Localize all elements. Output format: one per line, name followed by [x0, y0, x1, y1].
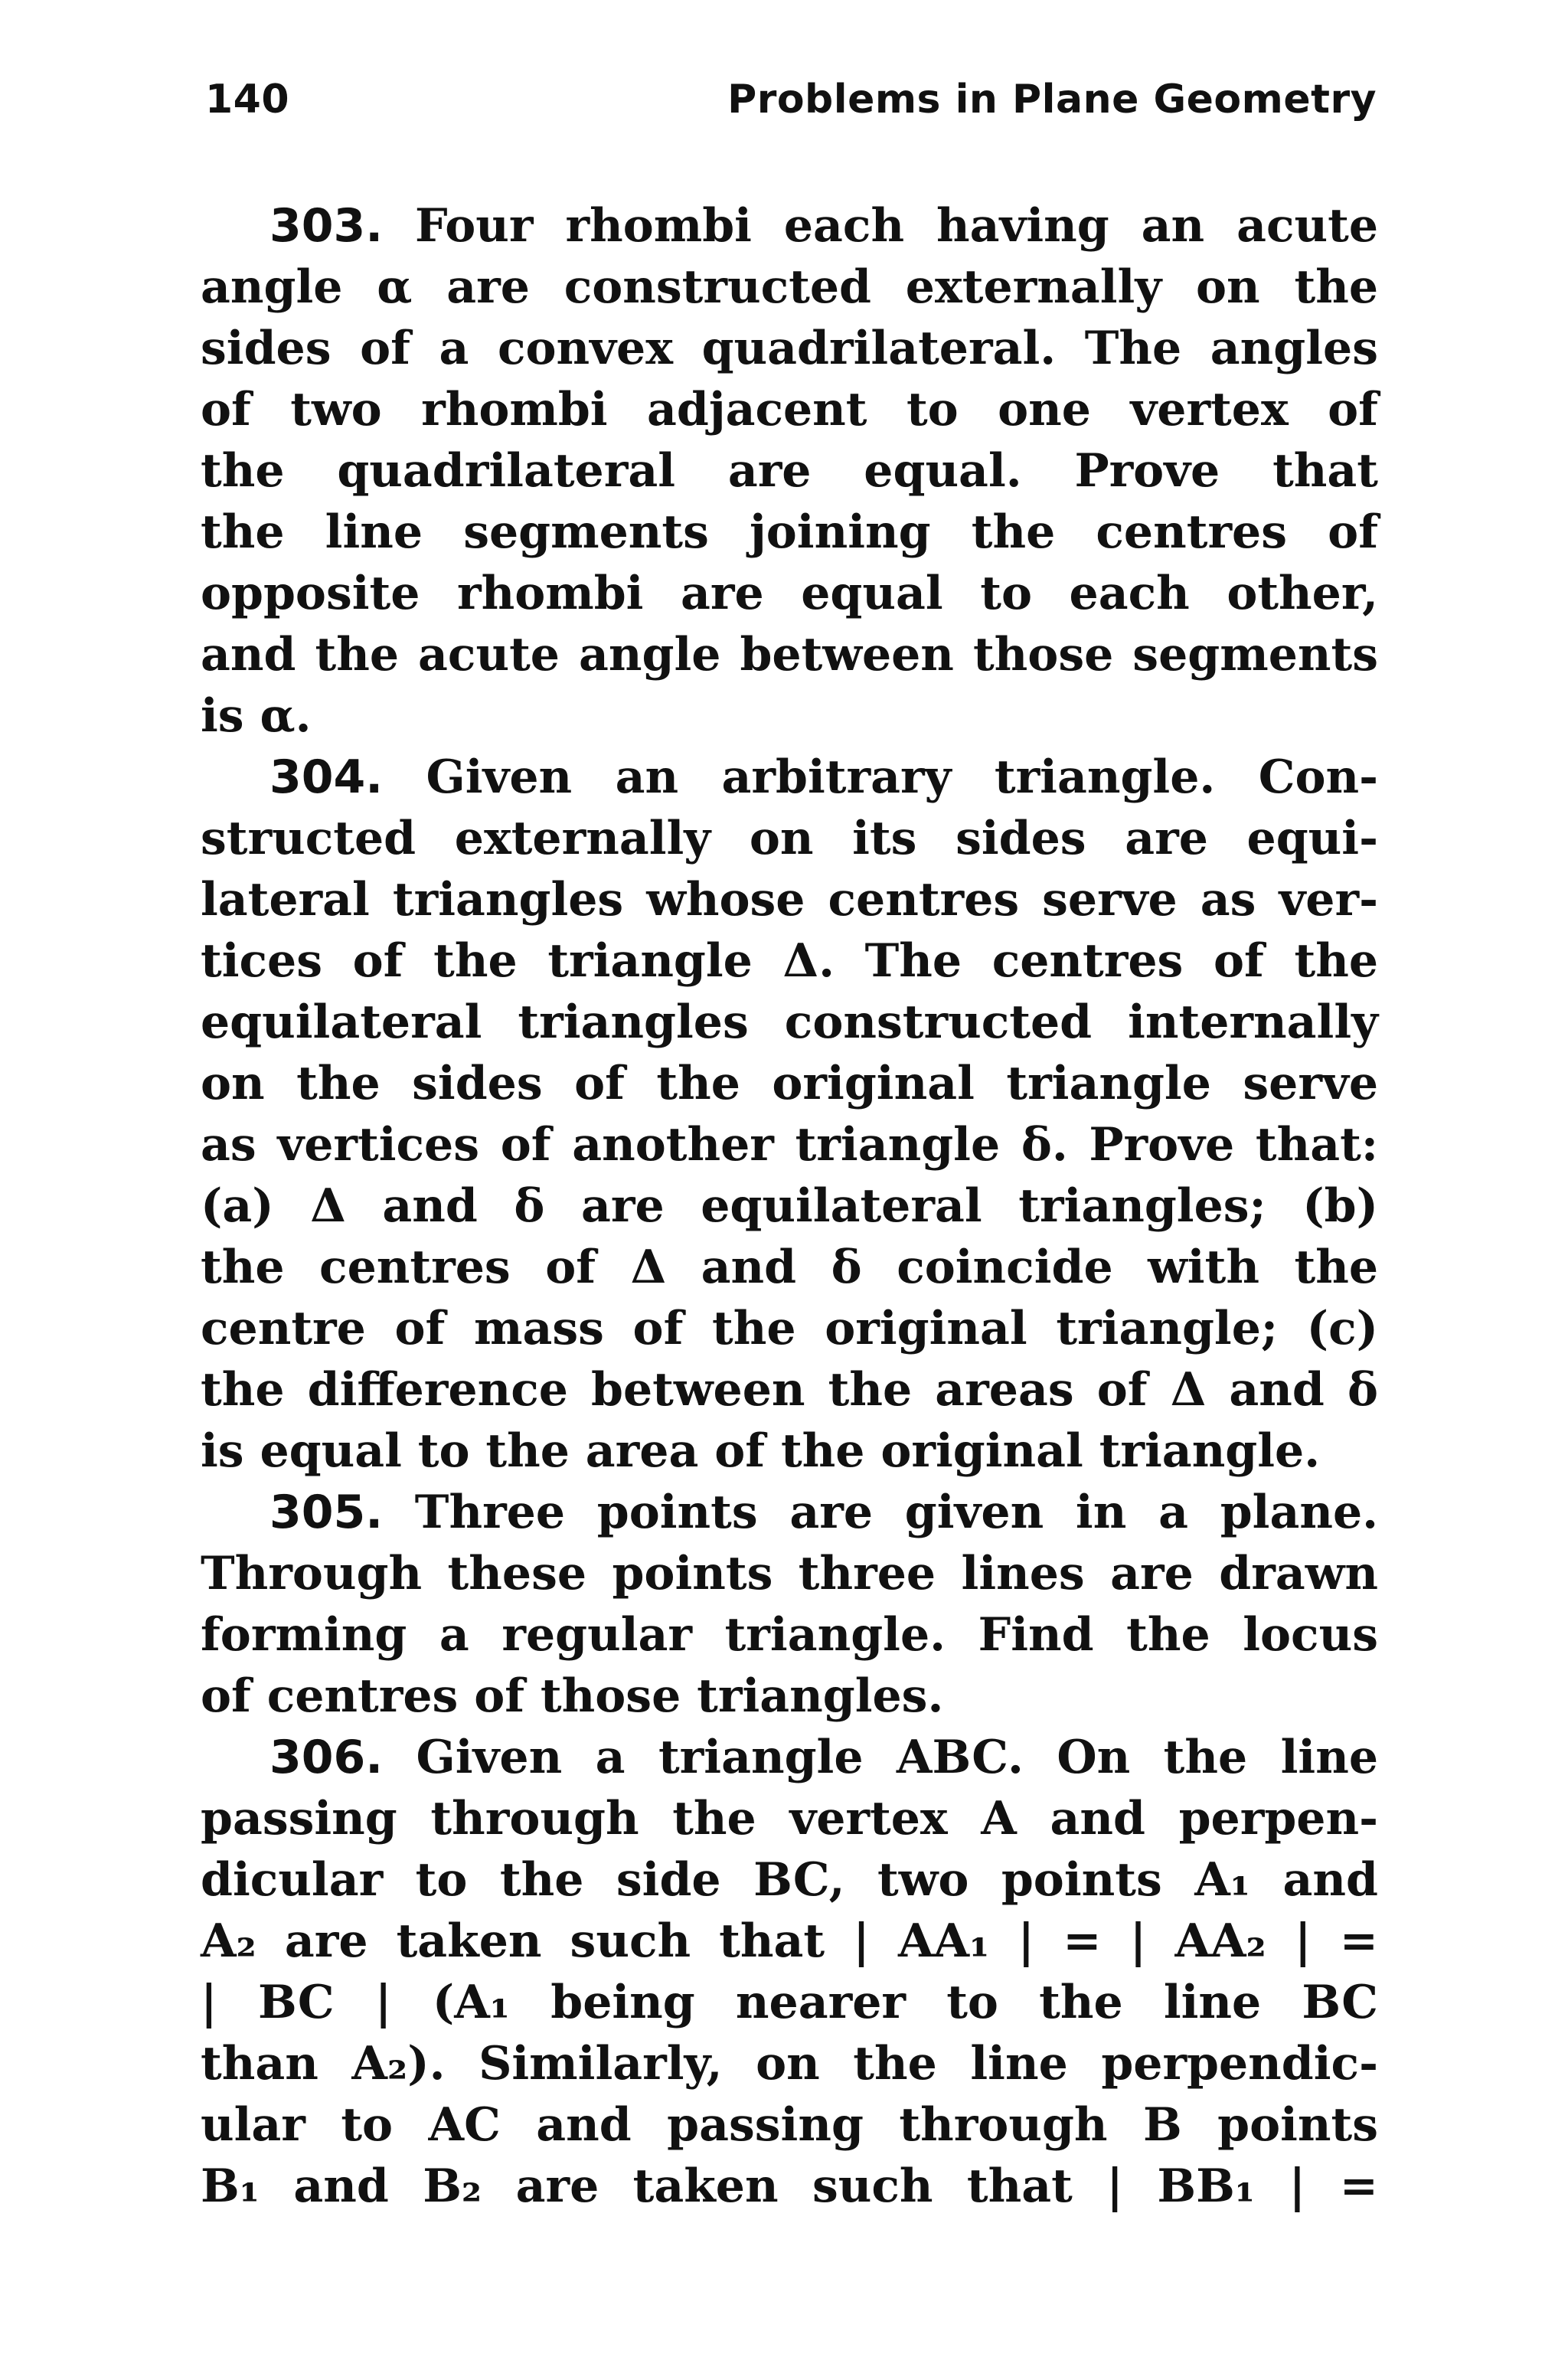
- line-text: as vertices of another triangle δ. Prove that:: [201, 1118, 1378, 1172]
- text-line: [201, 1420, 1378, 1482]
- page-header: [205, 77, 1377, 138]
- line-text: Four rhombi each having an acute: [414, 199, 1378, 253]
- line-text: of two rhombi adjacent to one vertex of: [201, 383, 1378, 436]
- text-line: [201, 440, 1378, 502]
- text-line: [201, 1114, 1378, 1175]
- line-text: equilateral triangles constructed internally: [201, 995, 1378, 1049]
- text-line: [201, 257, 1378, 318]
- line-text: centre of mass of the original triangle; (c): [201, 1302, 1378, 1355]
- problem-number: 303.: [270, 199, 384, 253]
- text-line: [201, 747, 1378, 808]
- line-text: lateral triangles whose centres serve as ver-: [201, 873, 1378, 927]
- problem-number: 306.: [270, 1731, 384, 1784]
- line-text: is α.: [201, 689, 312, 743]
- text-line: [201, 930, 1378, 992]
- text-line: [201, 1604, 1378, 1666]
- line-text: the quadrilateral are equal. Prove that: [201, 444, 1378, 498]
- line-text: is equal to the area of the original triangle.: [201, 1424, 1321, 1478]
- line-text: A₂ are taken such that | AA₁ | = | AA₂ | =: [201, 1914, 1378, 1968]
- page-body: [201, 195, 1378, 2217]
- text-line: [201, 2094, 1378, 2156]
- text-line: [201, 1911, 1378, 1972]
- line-text: B₁ and B₂ are taken such that | BB₁ | =: [201, 2159, 1378, 2213]
- line-text: sides of a convex quadrilateral. The angles: [201, 322, 1378, 375]
- line-text: structed externally on its sides are equi-: [201, 812, 1378, 865]
- text-line: [201, 1972, 1378, 2033]
- text-line: [201, 1298, 1378, 1359]
- line-text: the difference between the areas of Δ and δ: [201, 1363, 1378, 1417]
- text-line: [201, 685, 1378, 747]
- text-line: [201, 2033, 1378, 2094]
- line-text: of centres of those triangles.: [201, 1669, 944, 1723]
- text-line: [201, 502, 1378, 563]
- line-text: Through these points three lines are drawn: [201, 1547, 1378, 1600]
- text-line: [201, 1543, 1378, 1604]
- line-text: ular to AC and passing through B points: [201, 2098, 1378, 2152]
- page-number: 140: [205, 77, 290, 123]
- text-line: [201, 195, 1378, 257]
- problem-number: 305.: [270, 1486, 384, 1539]
- text-line: [201, 1053, 1378, 1114]
- text-line: [201, 1727, 1378, 1788]
- text-line: [201, 869, 1378, 930]
- running-title: Problems in Plane Geometry: [727, 77, 1377, 123]
- text-line: [201, 318, 1378, 379]
- line-text: (a) Δ and δ are equilateral triangles; (b): [201, 1179, 1378, 1233]
- text-line: [201, 624, 1378, 685]
- text-line: [201, 1175, 1378, 1237]
- text-line: [201, 1849, 1378, 1911]
- line-text: on the sides of the original triangle serve: [201, 1057, 1378, 1110]
- line-text: the line segments joining the centres of: [201, 505, 1378, 559]
- line-text: passing through the vertex A and perpen-: [201, 1792, 1378, 1845]
- line-text: Given a triangle ABC. On the line: [416, 1731, 1378, 1784]
- line-text: forming a regular triangle. Find the locus: [201, 1608, 1378, 1662]
- line-text: and the acute angle between those segments: [201, 628, 1378, 682]
- line-text: dicular to the side BC, two points A₁ and: [201, 1853, 1378, 1907]
- text-line: [201, 808, 1378, 869]
- text-line: [201, 1237, 1378, 1298]
- line-text: tices of the triangle Δ. The centres of the: [201, 934, 1378, 988]
- text-line: [201, 1666, 1378, 1727]
- line-text: | BC | (A₁ being nearer to the line BC: [201, 1976, 1378, 2029]
- text-line: [201, 1482, 1378, 1543]
- line-text: angle α are constructed externally on the: [201, 260, 1378, 314]
- line-text: Three points are given in a plane.: [414, 1486, 1379, 1539]
- line-text: than A₂). Similarly, on the line perpendic-: [201, 2037, 1378, 2091]
- text-line: [201, 379, 1378, 440]
- text-line: [201, 992, 1378, 1053]
- text-line: [201, 1788, 1378, 1849]
- line-text: the centres of Δ and δ coincide with the: [201, 1241, 1378, 1294]
- text-line: [201, 563, 1378, 624]
- text-line: [201, 2156, 1378, 2217]
- line-text: opposite rhombi are equal to each other,: [201, 567, 1378, 620]
- line-text: Given an arbitrary triangle. Con-: [426, 750, 1379, 804]
- problem-number: 304.: [270, 750, 384, 804]
- text-line: [201, 1359, 1378, 1420]
